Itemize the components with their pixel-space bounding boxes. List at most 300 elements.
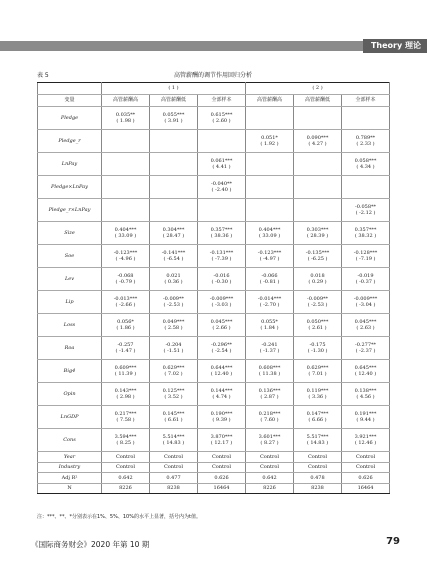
control-cell: Control [198,452,246,463]
t-value: ( 6.61 ) [164,417,183,423]
t-value: ( 2.33 ) [356,141,375,147]
coef-cell [150,360,198,383]
t-value: ( 3.36 ) [308,394,327,400]
t-value: ( 12.46 ) [354,440,377,446]
coefficient: 0.119*** [306,387,329,394]
coefficient: 0.021 [166,272,181,279]
t-value: ( -0.30 ) [211,279,232,285]
coefficient: -0.296** [211,341,233,348]
coef-cell [246,153,294,176]
coefficient: 0.058*** [354,157,377,164]
variable-name: Lip [38,291,102,314]
control-cell: Control [102,462,150,473]
coef-cell [102,245,150,268]
t-value: ( 7.01 ) [308,371,327,377]
coefficient: -0.123*** [113,249,138,256]
t-value: ( 6.66 ) [308,417,327,423]
control-cell: 0.642 [102,473,150,484]
t-value: ( -2.66 ) [115,302,136,308]
t-value: ( 4.56 ) [356,394,375,400]
table-row [38,130,390,153]
coef-cell [198,314,246,337]
t-value: ( 11.38 ) [258,371,281,377]
coef-cell [294,199,342,222]
coef-cell [294,360,342,383]
t-value: ( 2.58 ) [164,325,183,331]
coef-cell [198,337,246,360]
coefficient: 0.629*** [306,364,329,371]
coef-cell [342,153,390,176]
coef-cell [246,176,294,199]
column-header: 全部样本 [342,95,390,107]
table-row [38,429,390,452]
t-value: ( -7.39 ) [211,256,232,262]
t-value: ( 2.98 ) [116,394,135,400]
variable-name: Pledge×LnPay [38,176,102,199]
t-value: ( -2.37 ) [355,348,376,354]
t-value: ( 4.34 ) [356,164,375,170]
coef-cell [150,337,198,360]
column-header: 高管薪酬高 [102,95,150,107]
column-header: 全部样本 [198,95,246,107]
control-cell: 8238 [294,483,342,494]
t-value: ( -6.25 ) [307,256,328,262]
coefficient: -0.128*** [353,249,378,256]
control-cell: 0.642 [246,473,294,484]
coefficient: -0.009** [307,295,329,302]
coefficient: -0.009*** [209,295,234,302]
coefficient: 5.514*** [162,433,185,440]
coefficient: 0.645*** [354,364,377,371]
coefficient: 5.517*** [306,433,329,440]
t-value: ( -0.79 ) [115,279,136,285]
coefficient: 0.357*** [210,226,233,233]
coefficient: -0.204 [165,341,182,348]
coef-cell [102,337,150,360]
coef-cell [102,429,150,452]
coefficient: 0.136*** [258,387,281,394]
coefficient: 0.145*** [162,410,185,417]
t-value: ( -2.53 ) [307,302,328,308]
coefficient: -0.257 [117,341,134,348]
coef-cell [246,314,294,337]
coef-cell [150,406,198,429]
coef-cell [246,291,294,314]
coef-cell [246,130,294,153]
coefficient: 0.609*** [114,364,137,371]
variable-name: Pledge_r [38,130,102,153]
column-header: 高管薪酬低 [150,95,198,107]
coef-cell [102,153,150,176]
coefficient: 3.601*** [258,433,281,440]
coef-cell [150,268,198,291]
coef-cell [294,406,342,429]
variable-name: LnPay [38,153,102,176]
variable-header: 变量 [38,95,102,107]
coefficient: 0.143*** [114,387,137,394]
t-value: ( 4.74 ) [212,394,231,400]
coef-cell [102,268,150,291]
coef-cell [150,153,198,176]
coef-cell [102,130,150,153]
variable-name: Loss [38,314,102,337]
coefficient: 0.404*** [258,226,281,233]
coefficient: 0.608*** [258,364,281,371]
coefficient: 0.049*** [162,318,185,325]
coef-cell [342,314,390,337]
control-cell: Control [150,452,198,463]
variable-name: Size [38,222,102,245]
coef-cell [342,291,390,314]
coefficient: 0.404*** [114,226,137,233]
coef-cell [198,383,246,406]
coef-cell [246,245,294,268]
t-value: ( 2.60 ) [212,118,231,124]
table-note: 注：***、**、*分别表示在1%、5%、10%的水平上显著，括号内为t值。 [37,514,201,520]
t-value: ( 2.61 ) [308,325,327,331]
coef-cell [150,291,198,314]
coef-cell [198,222,246,245]
control-cell: Control [150,462,198,473]
coefficient: -0.040** [211,180,233,187]
t-value: ( 1.98 ) [116,118,135,124]
t-value: ( -2.70 ) [259,302,280,308]
coef-cell [294,130,342,153]
corner-cell [38,83,102,95]
coef-cell [150,245,198,268]
coefficient: -0.123*** [257,249,282,256]
control-cell: Control [246,452,294,463]
control-row [38,473,390,484]
table-row [38,406,390,429]
control-cell: Control [294,462,342,473]
journal-footer: 《国际商务财会》2020 年第 10 期 [31,540,150,549]
coefficient: -0.009** [162,295,184,302]
t-value: ( 1.84 ) [260,325,279,331]
control-cell: 16464 [198,483,246,494]
table-row [38,199,390,222]
coef-cell [342,268,390,291]
coef-cell [294,383,342,406]
t-value: ( 14.83 ) [306,440,329,446]
coefficient: 0.304*** [162,226,185,233]
control-row [38,483,390,494]
coef-cell [102,107,150,130]
variable-name: Lev [38,268,102,291]
coef-cell [294,176,342,199]
page-number: 79 [386,536,400,547]
coefficient: 3.921*** [354,433,377,440]
coef-cell [342,245,390,268]
t-value: ( 14.83 ) [162,440,185,446]
control-name: Adj R² [38,473,102,484]
coefficient: -0.066 [261,272,278,279]
coefficient: 0.218*** [258,410,281,417]
coefficient: 0.045*** [354,318,377,325]
coefficient: 0.125*** [162,387,185,394]
variable-name: Pledge [38,107,102,130]
coefficient: 0.138*** [354,387,377,394]
t-value: ( 9.39 ) [212,417,231,423]
coef-cell [294,107,342,130]
t-value: ( -2.53 ) [163,302,184,308]
coef-cell [198,107,246,130]
t-value: ( 3.52 ) [164,394,183,400]
coefficient: 0.147*** [306,410,329,417]
t-value: ( 1.92 ) [260,141,279,147]
coef-cell [150,383,198,406]
coefficient: 0.050*** [306,318,329,325]
t-value: ( -1.37 ) [259,348,280,354]
coef-cell [246,360,294,383]
group-header-2: ( 2 ) [246,83,390,95]
control-cell: 0.626 [342,473,390,484]
coefficient: 0.035** [115,111,136,118]
t-value: ( 28.39 ) [306,233,329,239]
control-row [38,462,390,473]
table-row [38,360,390,383]
coef-cell [150,199,198,222]
coef-cell [102,222,150,245]
table-row [38,245,390,268]
control-row [38,452,390,463]
t-value: ( 2.63 ) [356,325,375,331]
coefficient: -0.131*** [209,249,234,256]
variable-name: Big4 [38,360,102,383]
coef-cell [198,130,246,153]
coef-cell [102,406,150,429]
coefficient: 0.144*** [210,387,233,394]
table-row [38,176,390,199]
coefficient: -0.068 [117,272,134,279]
t-value: ( 7.60 ) [260,417,279,423]
coef-cell [102,383,150,406]
t-value: ( 12.40 ) [210,371,233,377]
coef-cell [150,107,198,130]
t-value: ( -7.19 ) [355,256,376,262]
coef-cell [246,268,294,291]
coefficient: 0.061*** [210,157,233,164]
control-name: Year [38,452,102,463]
coefficient: 3.870*** [210,433,233,440]
control-cell: 0.478 [294,473,342,484]
coef-cell [198,176,246,199]
table-column-header-row [38,95,390,107]
coefficient: -0.241 [261,341,278,348]
regression-table [37,82,390,494]
coefficient: 0.615*** [210,111,233,118]
column-header: 高管薪酬高 [246,95,294,107]
variable-name: Roa [38,337,102,360]
t-value: ( 0.36 ) [164,279,183,285]
coef-cell [198,199,246,222]
coef-cell [294,429,342,452]
t-value: ( -4.96 ) [115,256,136,262]
t-value: ( 33.09 ) [114,233,137,239]
t-value: ( -1.30 ) [307,348,328,354]
coefficient: -0.014*** [257,295,282,302]
coef-cell [246,337,294,360]
coef-cell [198,406,246,429]
t-value: ( 38.36 ) [210,233,233,239]
coefficient: -0.013*** [113,295,138,302]
t-value: ( 3.91 ) [164,118,183,124]
table-row [38,337,390,360]
variable-name: LnGDP [38,406,102,429]
t-value: ( 12.17 ) [210,440,233,446]
control-cell: Control [102,452,150,463]
control-cell: 8238 [150,483,198,494]
coef-cell [102,314,150,337]
table-row [38,314,390,337]
control-cell: Control [342,462,390,473]
coefficient: 0.051* [261,134,278,141]
t-value: ( 2.87 ) [260,394,279,400]
t-value: ( -0.37 ) [355,279,376,285]
table-row [38,222,390,245]
control-cell: 8226 [102,483,150,494]
table-row [38,153,390,176]
coef-cell [246,222,294,245]
coef-cell [246,429,294,452]
coef-cell [246,199,294,222]
coef-cell [246,406,294,429]
coef-cell [342,130,390,153]
coefficient: 0.190*** [210,410,233,417]
control-cell: Control [198,462,246,473]
control-cell: Control [342,452,390,463]
t-value: ( -0.81 ) [259,279,280,285]
t-value: ( 7.58 ) [116,417,135,423]
coef-cell [342,383,390,406]
section-tag: Theory 理论 [363,39,427,53]
table-row [38,383,390,406]
coefficient: -0.058** [355,203,377,210]
coefficient: 0.629*** [162,364,185,371]
coef-cell [342,360,390,383]
coefficient: 0.090*** [306,134,329,141]
coefficient: -0.135*** [305,249,330,256]
coef-cell [342,107,390,130]
coefficient: 0.644*** [210,364,233,371]
t-value: ( 2.66 ) [212,325,231,331]
coefficient: 0.055* [261,318,278,325]
coef-cell [198,360,246,383]
coefficient: 0.055*** [162,111,185,118]
coef-cell [342,406,390,429]
coef-cell [198,429,246,452]
t-value: ( 12.40 ) [354,371,377,377]
coef-cell [150,429,198,452]
coef-cell [294,314,342,337]
t-value: ( 38.32 ) [354,233,377,239]
control-name: N [38,483,102,494]
coef-cell [342,199,390,222]
coef-cell [102,291,150,314]
t-value: ( -3.03 ) [211,302,232,308]
coef-cell [198,268,246,291]
control-cell: 16464 [342,483,390,494]
coefficient: 0.789** [355,134,376,141]
t-value: ( -2.12 ) [355,210,376,216]
coefficient: 0.357*** [354,226,377,233]
coef-cell [294,222,342,245]
control-cell: Control [294,452,342,463]
table-row [38,268,390,291]
coefficient: -0.016 [213,272,230,279]
coefficient: 0.056* [117,318,134,325]
coef-cell [150,176,198,199]
coefficient: 0.191*** [354,410,377,417]
coef-cell [150,314,198,337]
coef-cell [102,176,150,199]
t-value: ( 9.44 ) [356,417,375,423]
variable-name: Soe [38,245,102,268]
t-value: ( 8.25 ) [116,440,135,446]
coefficient: -0.141*** [161,249,186,256]
coef-cell [294,337,342,360]
variable-name: Pledge_r×LnPay [38,199,102,222]
coef-cell [150,222,198,245]
coefficient: -0.009*** [353,295,378,302]
t-value: ( 11.39 ) [114,371,137,377]
coef-cell [294,291,342,314]
coef-cell [294,153,342,176]
table-group-header-row [38,83,390,95]
coefficient: 3.594*** [114,433,137,440]
t-value: ( -1.51 ) [163,348,184,354]
variable-name: Opin [38,383,102,406]
coef-cell [342,222,390,245]
coef-cell [246,107,294,130]
column-header: 高管薪酬低 [294,95,342,107]
coef-cell [342,429,390,452]
table-number: 表 5 [37,72,49,79]
t-value: ( 4.27 ) [308,141,327,147]
t-value: ( 28.47 ) [162,233,185,239]
coefficient: 0.217*** [114,410,137,417]
t-value: ( 7.02 ) [164,371,183,377]
t-value: ( 33.09 ) [258,233,281,239]
coef-cell [342,337,390,360]
table-title: 高管薪酬的调节作用回归分析 [173,72,252,79]
coef-cell [198,245,246,268]
control-name: Industry [38,462,102,473]
coef-cell [198,291,246,314]
coef-cell [198,153,246,176]
coef-cell [102,199,150,222]
t-value: ( -1.47 ) [115,348,136,354]
coef-cell [150,130,198,153]
variable-name: Cons [38,429,102,452]
coefficient: -0.277** [355,341,377,348]
t-value: ( -4.97 ) [259,256,280,262]
coef-cell [294,245,342,268]
t-value: ( -6.54 ) [163,256,184,262]
control-cell: 0.626 [198,473,246,484]
control-cell: 0.477 [150,473,198,484]
coefficient: 0.045*** [210,318,233,325]
control-cell: 8226 [246,483,294,494]
coefficient: -0.019 [357,272,374,279]
t-value: ( 0.29 ) [308,279,327,285]
coef-cell [246,383,294,406]
group-header-1: ( 1 ) [102,83,246,95]
table-row [38,291,390,314]
coefficient: -0.175 [309,341,326,348]
coef-cell [342,176,390,199]
t-value: ( 4.41 ) [212,164,231,170]
